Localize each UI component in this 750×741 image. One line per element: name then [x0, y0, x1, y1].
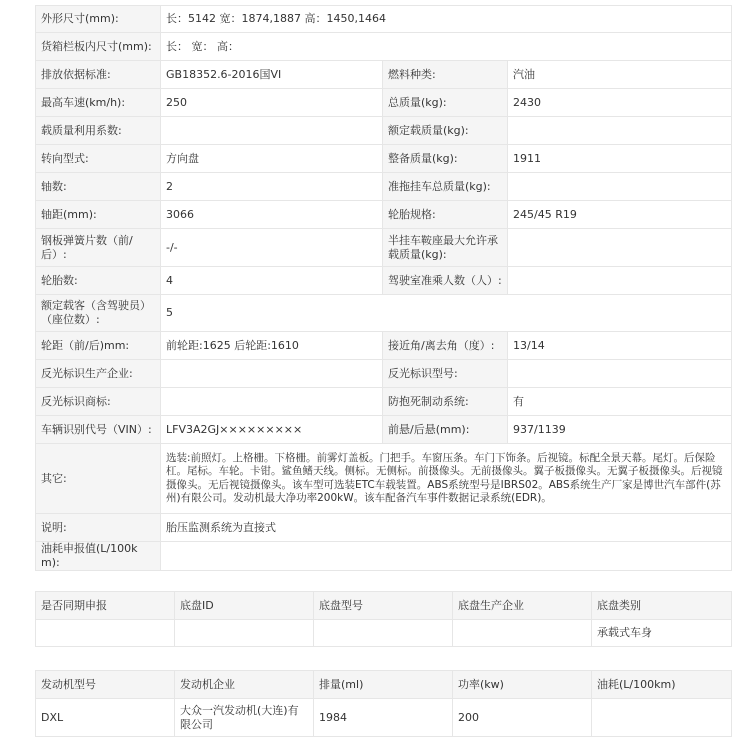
cargo-box-value: 长： 宽： 高： [161, 33, 732, 61]
chassis-cell [36, 620, 175, 647]
axles-label: 轴数: [36, 173, 161, 201]
chassis-header-row [36, 592, 732, 620]
rated-load-label: 额定载质量(kg): [383, 117, 508, 145]
track-value: 前轮距:1625 后轮距:1610 [161, 332, 383, 360]
leaf-springs-label: 钢板弹簧片数（前/后）: [36, 229, 161, 267]
load-coeff-value [161, 117, 383, 145]
chassis-cell [175, 620, 314, 647]
axles-value: 2 [161, 173, 383, 201]
spec-row-dimensions [36, 6, 732, 33]
reflect-brand-value [161, 388, 383, 416]
overhang-value: 937/1139 [508, 416, 732, 444]
overhang-label: 前悬/后悬(mm): [383, 416, 508, 444]
reflect-brand-label: 反光标识商标: [36, 388, 161, 416]
notes-label: 说明: [36, 514, 161, 542]
reflect-model-value [508, 360, 732, 388]
chassis-cell [314, 620, 453, 647]
abs-value: 有 [508, 388, 732, 416]
engine-table [35, 670, 732, 737]
fuel-type-label: 燃料种类: [383, 61, 508, 89]
spec-row-max-speed [36, 89, 732, 117]
cab-passengers-value [508, 267, 732, 295]
cargo-box-label: 货箱栏板内尺寸(mm): [36, 33, 161, 61]
engine-header-cell: 功率(kw) [453, 671, 592, 699]
steering-label: 转向型式: [36, 145, 161, 173]
steering-value: 方向盘 [161, 145, 383, 173]
spec-row-seats [36, 295, 732, 332]
spec-row-cargo-box [36, 33, 732, 61]
spec-row-notes [36, 514, 732, 542]
cab-passengers-label: 驾驶室准乘人数（人）: [383, 267, 508, 295]
total-mass-value: 2430 [508, 89, 732, 117]
table-row [36, 699, 732, 737]
engine-cell: 大众一汽发动机(大连)有限公司 [175, 699, 314, 737]
leaf-springs-value: -/- [161, 229, 383, 267]
chassis-cell: 承载式车身 [592, 620, 732, 647]
reflect-maker-value [161, 360, 383, 388]
emission-label: 排放依据标准: [36, 61, 161, 89]
spec-row-reflect-brand [36, 388, 732, 416]
track-label: 轮距（前/后)mm: [36, 332, 161, 360]
abs-label: 防抱死制动系统: [383, 388, 508, 416]
spec-row-fuel-report [36, 542, 732, 571]
notes-value: 胎压监测系统为直接式 [161, 514, 732, 542]
saddle-load-label: 半挂车鞍座最大允许承载质量(kg): [383, 229, 508, 267]
spec-row-load-coeff [36, 117, 732, 145]
chassis-header-cell: 底盘ID [175, 592, 314, 620]
table-row [36, 620, 732, 647]
spec-row-tire-count [36, 267, 732, 295]
curb-mass-label: 整备质量(kg): [383, 145, 508, 173]
chassis-header-cell: 底盘生产企业 [453, 592, 592, 620]
max-speed-label: 最高车速(km/h): [36, 89, 161, 117]
approach-value: 13/14 [508, 332, 732, 360]
dimensions-value: 长：5142 宽：1874,1887 高：1450,1464 [161, 6, 732, 33]
engine-cell: DXL [36, 699, 175, 737]
vehicle-spec-table [35, 5, 732, 571]
emission-value: GB18352.6-2016国VI [161, 61, 383, 89]
engine-header-cell: 排量(ml) [314, 671, 453, 699]
engine-header-cell: 发动机型号 [36, 671, 175, 699]
engine-cell [592, 699, 732, 737]
spec-row-other [36, 444, 732, 514]
saddle-load-value [508, 229, 732, 267]
load-coeff-label: 载质量利用系数: [36, 117, 161, 145]
engine-header-cell: 油耗(L/100km) [592, 671, 732, 699]
spec-row-axles [36, 173, 732, 201]
reflect-maker-label: 反光标识生产企业: [36, 360, 161, 388]
fuel-type-value: 汽油 [508, 61, 732, 89]
other-label: 其它: [36, 444, 161, 514]
other-value: 选装:前照灯。上格栅。下格栅。前雾灯盖板。门把手。车窗压条。车门下饰条。后视镜。标配全景天幕。尾灯。后保险杠。尾标。车轮。卡钳。鲨鱼鳍天线。侧标。无侧标。前摄像头。无前摄像头。翼子板摄像头。无翼子板摄像头。后视镜摄像头。无后视镜摄像头。该车型可选装ETC车载装置。ABS系统型号是IBRS02。ABS系统生产厂家是博世汽车部件(苏州)有限公司。发动机最大净功率200kW。该车配备汽车事件数据记录系统(EDR)。 [161, 444, 732, 514]
engine-header-cell: 发动机企业 [175, 671, 314, 699]
rated-load-value [508, 117, 732, 145]
spec-row-track [36, 332, 732, 360]
spec-row-leaf-springs [36, 229, 732, 267]
tire-spec-value: 245/45 R19 [508, 201, 732, 229]
curb-mass-value: 1911 [508, 145, 732, 173]
approach-label: 接近角/离去角（度）: [383, 332, 508, 360]
spec-row-vin [36, 416, 732, 444]
engine-header-row [36, 671, 732, 699]
trailer-mass-value [508, 173, 732, 201]
vin-value: LFV3A2GJ××××××××× [161, 416, 383, 444]
max-speed-value: 250 [161, 89, 383, 117]
chassis-header-cell: 底盘类别 [592, 592, 732, 620]
chassis-header-cell: 是否同期申报 [36, 592, 175, 620]
tire-count-label: 轮胎数: [36, 267, 161, 295]
spec-row-wheelbase [36, 201, 732, 229]
seats-value: 5 [161, 295, 732, 332]
fuel-report-value [161, 542, 732, 571]
dimensions-label: 外形尺寸(mm): [36, 6, 161, 33]
chassis-table [35, 591, 732, 647]
reflect-model-label: 反光标识型号: [383, 360, 508, 388]
spec-row-emission [36, 61, 732, 89]
spec-row-reflect-maker [36, 360, 732, 388]
chassis-cell [453, 620, 592, 647]
wheelbase-value: 3066 [161, 201, 383, 229]
engine-cell: 1984 [314, 699, 453, 737]
tire-count-value: 4 [161, 267, 383, 295]
trailer-mass-label: 准拖挂车总质量(kg): [383, 173, 508, 201]
fuel-report-label: 油耗申报值(L/100km): [36, 542, 161, 571]
total-mass-label: 总质量(kg): [383, 89, 508, 117]
engine-cell: 200 [453, 699, 592, 737]
chassis-header-cell: 底盘型号 [314, 592, 453, 620]
spec-row-steering [36, 145, 732, 173]
seats-label: 额定载客（含驾驶员）（座位数）: [36, 295, 161, 332]
wheelbase-label: 轴距(mm): [36, 201, 161, 229]
tire-spec-label: 轮胎规格: [383, 201, 508, 229]
vin-label: 车辆识别代号（VIN）: [36, 416, 161, 444]
